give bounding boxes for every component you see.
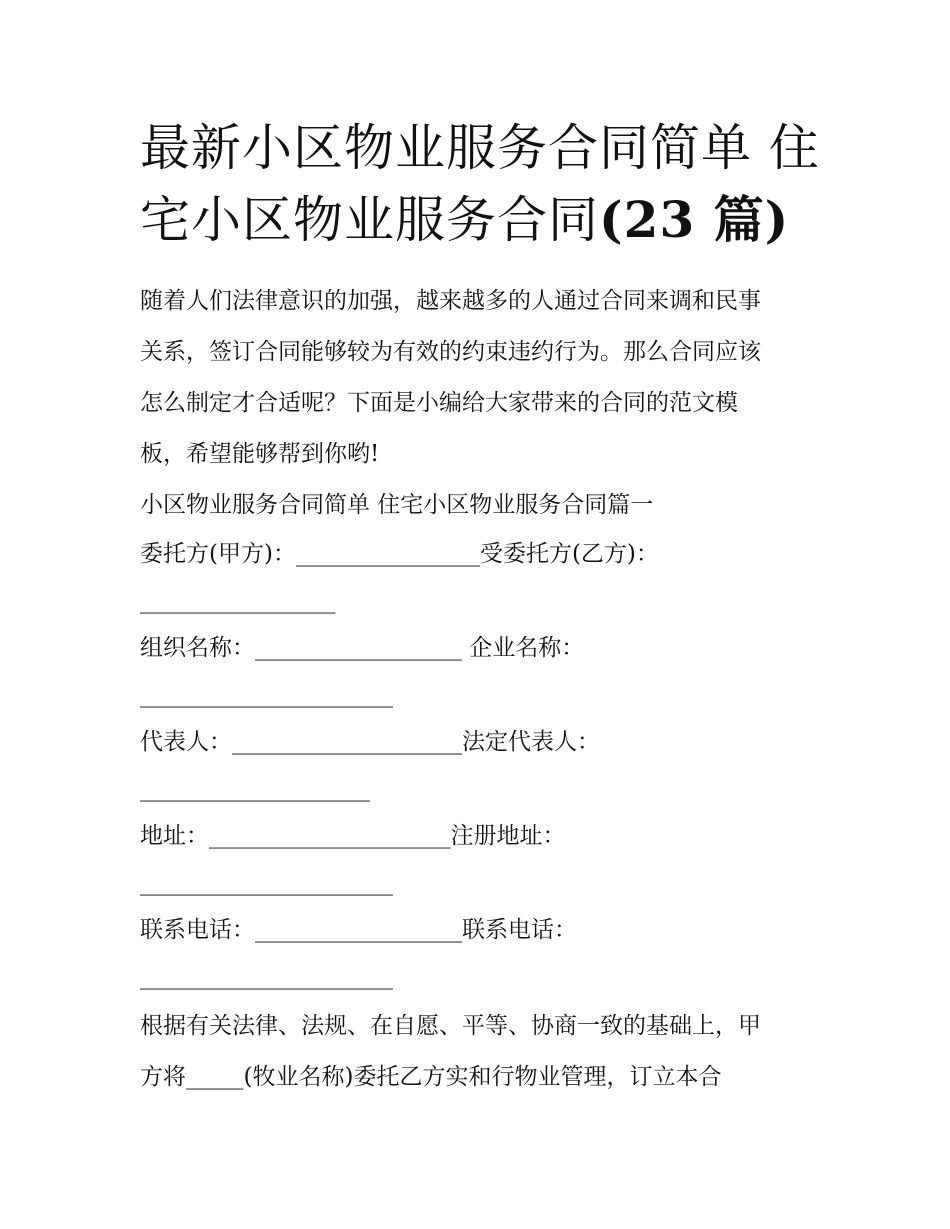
field-org-name-blank: ______________________ [140,682,393,708]
field-client-line: 委托方(甲方)：________________受委托方(乙方)： [140,541,659,567]
field-client-blank: _________________ [140,588,336,614]
field-phone-line: 联系电话：__________________联系电话： [140,917,577,943]
title-line-1: 最新小区物业服务合同简单 住 [140,119,820,177]
field-address-blank: ______________________ [140,870,393,896]
field-phone-blank: ______________________ [140,964,393,990]
document-title [140,112,820,256]
closing-line-2: 方将_____(牧业名称)委托乙方实和行物业管理，订立本合 [140,1064,722,1090]
field-representative-line: 代表人：____________________法定代表人： [140,729,600,755]
field-representative-blank: ____________________ [140,776,370,802]
section-heading: 小区物业服务合同简单 住宅小区物业服务合同篇一 [140,492,654,518]
intro-line-3: 怎么制定才合适呢？下面是小编给大家带来的合同的范文模 [140,390,738,416]
intro-line-1: 随着人们法律意识的加强，越来越多的人通过合同来调和民事 [140,288,761,314]
title-count: (23 [599,190,696,249]
title-line-2-text: 宅小区物业服务合同 [140,191,599,249]
document-body [140,276,820,1103]
field-address-line: 地址：_____________________注册地址： [140,823,566,849]
closing-line-1: 根据有关法律、法规、在自愿、平等、协商一致的基础上，甲 [140,1013,761,1039]
title-count-suffix: 篇) [695,190,790,249]
intro-line-4: 板，希望能够帮到你哟! [140,441,380,467]
intro-line-2: 关系，签订合同能够较为有效的约束违约行为。那么合同应该 [140,339,761,365]
field-org-name-line: 组织名称：__________________ 企业名称： [140,635,585,661]
